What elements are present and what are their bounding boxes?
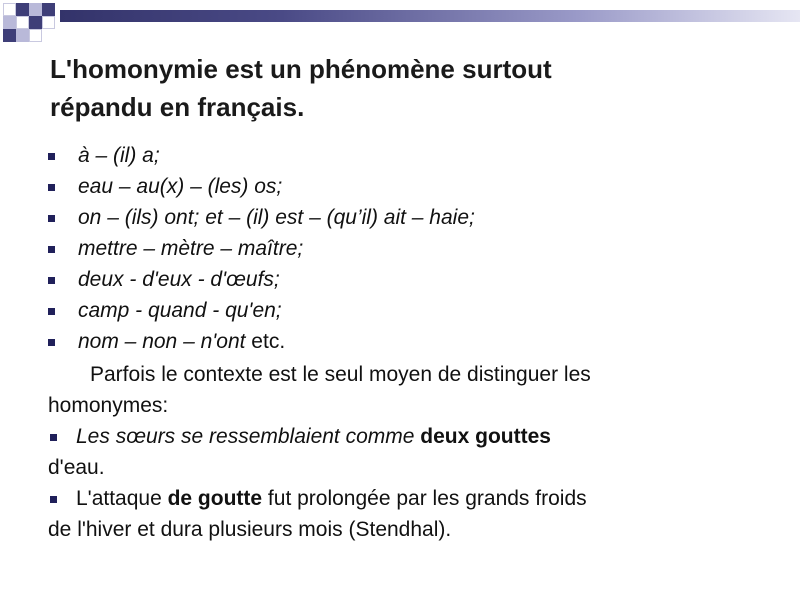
bullet-text: eau – au(x) – (les) os; xyxy=(78,175,283,198)
decorative-header-band xyxy=(0,0,800,48)
bullet-text: à – (il) a; xyxy=(78,144,160,167)
slide-title xyxy=(50,50,770,126)
bullet-item xyxy=(48,233,748,264)
decor-square xyxy=(16,3,29,16)
square-bullet-icon xyxy=(48,339,55,346)
decor-square xyxy=(3,29,16,42)
slide-body xyxy=(48,140,748,545)
square-bullet-icon xyxy=(48,277,55,284)
decor-square xyxy=(29,16,42,29)
bullet-item xyxy=(48,264,748,295)
square-bullet-icon xyxy=(48,246,55,253)
example-sentence-2: L'attaque de goutte fut prolongée par les grands froids de l'hiver et dura plusieurs mois (Stendhal). xyxy=(48,487,587,541)
bullet-text: on – (ils) ont; et – (il) est – (qu’il) ait – haie; xyxy=(78,206,475,229)
square-bullet-icon xyxy=(50,434,57,441)
bullet-text: deux - d'eux - d'œufs; xyxy=(78,268,280,291)
highlight-phrase: de goutte xyxy=(167,487,263,510)
decor-square xyxy=(3,3,16,16)
bullet-item xyxy=(48,140,748,171)
decor-square xyxy=(16,29,29,42)
bullet-item xyxy=(48,202,748,233)
example-sentence-1: Les sœurs se ressemblaient comme deux gouttes d'eau. xyxy=(48,425,551,479)
bullet-text: mettre – mètre – maître; xyxy=(78,237,304,260)
paragraph-line-2: homonymes: xyxy=(48,394,169,417)
bullet-item xyxy=(48,295,748,326)
decor-square xyxy=(29,3,42,16)
bullet-item xyxy=(48,326,748,357)
square-bullet-icon xyxy=(48,308,55,315)
decor-square xyxy=(29,29,42,42)
context-paragraph xyxy=(48,359,748,421)
header-gradient-bar xyxy=(60,10,800,22)
decor-square xyxy=(16,16,29,29)
square-bullet-icon xyxy=(50,496,57,503)
square-bullet-icon xyxy=(48,153,55,160)
bullet-text: nom – non – n'ont etc. xyxy=(78,330,286,353)
highlight-phrase: deux gouttes xyxy=(420,425,551,448)
title-line-2: répandu en français. xyxy=(50,92,305,122)
paragraph-line-1: Parfois le contexte est le seul moyen de distinguer les xyxy=(90,363,591,386)
title-line-1: L'homonymie est un phénomène surtout xyxy=(50,54,552,84)
decor-square xyxy=(42,3,55,16)
bullet-text: camp - quand - qu'en; xyxy=(78,299,282,322)
decor-square xyxy=(3,16,16,29)
square-bullet-icon xyxy=(48,184,55,191)
bullet-item xyxy=(48,171,748,202)
decor-square xyxy=(42,16,55,29)
bullet-suffix: etc. xyxy=(245,330,286,353)
square-bullet-icon xyxy=(48,215,55,222)
